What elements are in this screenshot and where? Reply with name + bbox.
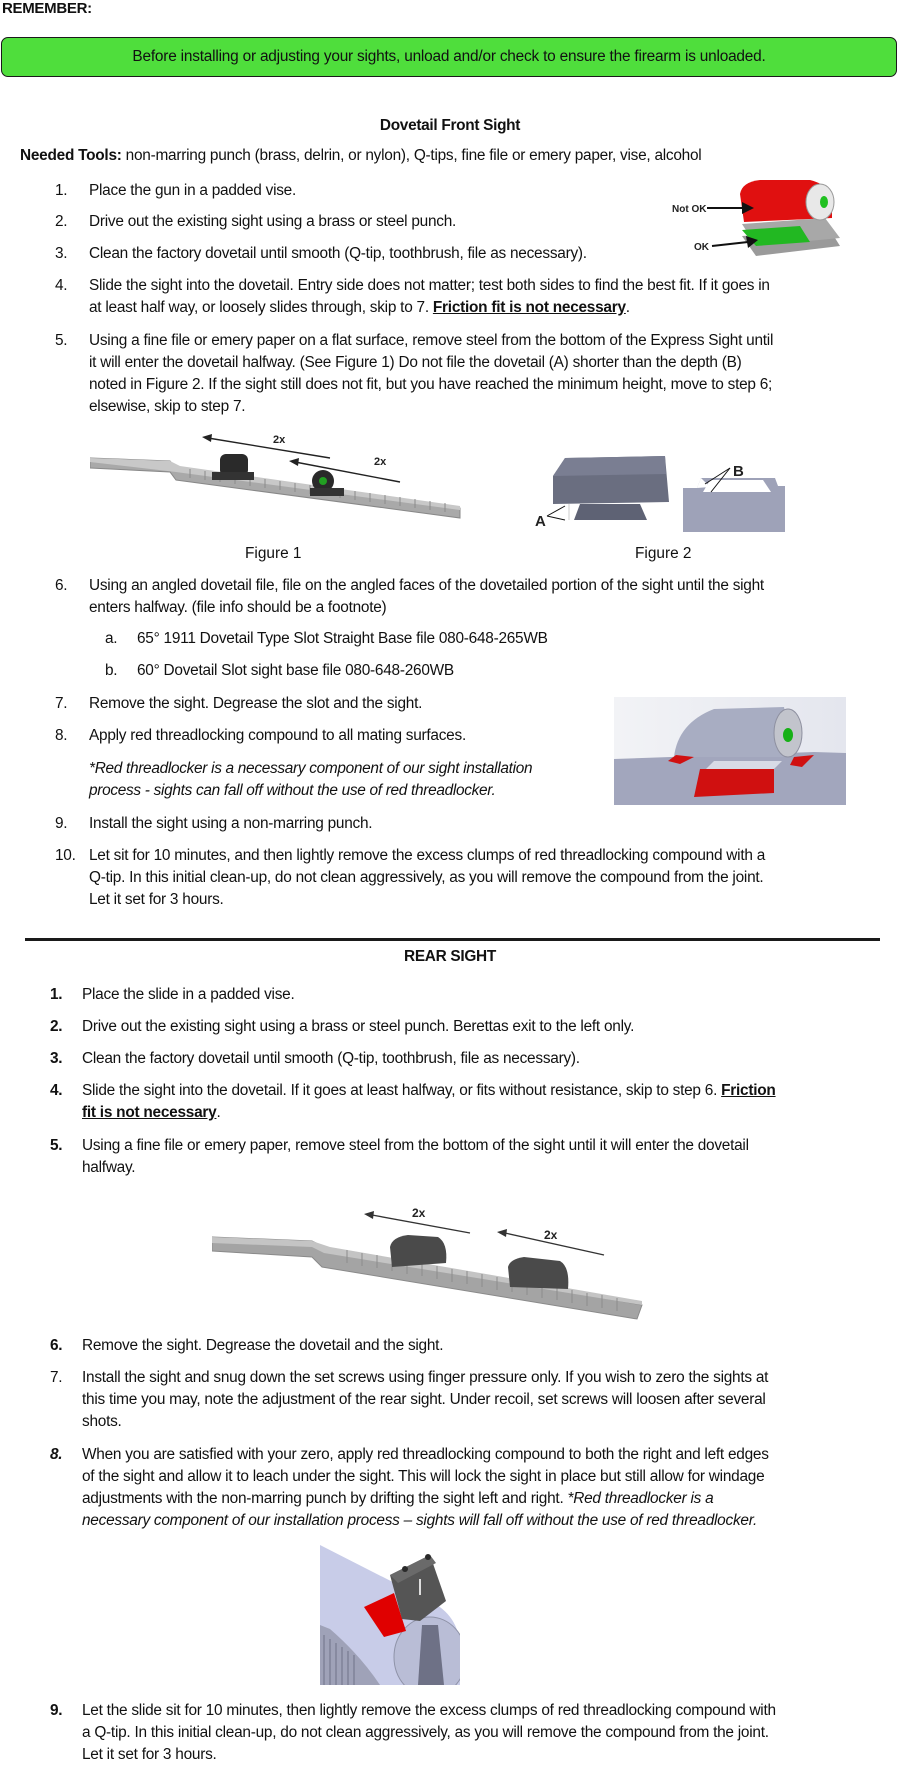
step-text: at least half way, or loosely slides through, skip to 7.: [89, 299, 433, 316]
arrow-head-icon: [289, 458, 299, 466]
step-text: a Q-tip. In this initial clean-up, do not clean aggressively, as you will remove the compound from the joint.: [82, 1724, 769, 1741]
arrow-label: 2x: [273, 434, 286, 446]
step-text: Clean the factory dovetail until smooth (Q-tip, toothbrush, file as necessary).: [82, 1050, 580, 1067]
figure-2-caption: Figure 2: [635, 545, 692, 562]
step-number: 3.: [55, 245, 68, 262]
step-text: Slide the sight into the dovetail. Entry side does not matter; test both sides to find the best fit. If it goes in: [89, 277, 770, 294]
step-text: elsewise, skip to step 7.: [89, 398, 246, 415]
step-number: 8.: [50, 1446, 63, 1463]
rear-step-4: [50, 1080, 776, 1124]
step-number: 5.: [55, 332, 68, 349]
figure-1-caption: Figure 1: [245, 545, 302, 562]
rear-step-3: [50, 1048, 580, 1070]
step-text: Apply red threadlocking compound to all mating surfaces.: [89, 727, 466, 744]
step-text: .: [216, 1104, 221, 1121]
label-a: A: [535, 513, 546, 530]
step-text: this time you may, note the adjustment of the rear sight. Under recoil, set screws will loosen after several: [82, 1391, 766, 1408]
front-substep-a: [105, 630, 548, 648]
green-dot-icon: [820, 196, 828, 208]
threadlocker-note: necessary component of our installation process – sights will fall off without the use of red threadlocker.: [82, 1512, 758, 1529]
step-text: Drive out the existing sight using a brass or steel punch.: [89, 213, 457, 230]
remember-label: REMEMBER:: [2, 0, 92, 17]
arrow-label: 2x: [544, 1228, 558, 1242]
arrow-head-icon: [202, 434, 212, 442]
step-number: 4.: [50, 1082, 63, 1099]
rear-sight-silhouette-2: [508, 1257, 568, 1289]
ok-label: OK: [694, 242, 709, 253]
step-number: 9.: [50, 1702, 63, 1719]
front-step-7: [55, 693, 422, 715]
step-number: 7.: [55, 695, 68, 712]
rear-step-9: [50, 1700, 776, 1766]
step-text: Install the sight and snug down the set screws using finger pressure only. If you wish to zero the sights at: [82, 1369, 769, 1386]
slot-opening: [703, 480, 771, 492]
step-text: Using a fine file or emery paper on a flat surface, remove steel from the bottom of the Express Sight until: [89, 332, 774, 349]
file-bar-top: [90, 458, 460, 510]
step-number: 4.: [55, 277, 68, 294]
step-text: .: [625, 299, 630, 316]
not-ok-label: Not OK: [672, 204, 707, 215]
step-number: 9.: [55, 815, 68, 832]
step-text: Let sit for 10 minutes, and then lightly remove the excess clumps of red threadlocking compound with a: [89, 847, 765, 864]
step-text: Slide the sight into the dovetail. If it goes at least halfway, or fits without resistance, skip to step 6.: [82, 1082, 722, 1099]
rear-step-6: [50, 1335, 443, 1357]
front-step-9: [55, 813, 372, 835]
rear-step-1: [50, 984, 295, 1006]
green-dot-icon: [783, 728, 793, 742]
front-step-10: [55, 845, 765, 911]
front-step-5: [55, 330, 773, 418]
front-step-6: [55, 575, 764, 619]
rear-step-7: [50, 1367, 768, 1433]
threadlocker-slot: [694, 769, 774, 797]
emphasis-text: Friction: [721, 1082, 776, 1099]
step-text: Place the slide in a padded vise.: [82, 986, 295, 1003]
step-number: 1.: [55, 182, 68, 199]
step-text: Remove the sight. Degrease the slot and the sight.: [89, 695, 423, 712]
step-number: 3.: [50, 1050, 63, 1067]
rear-threadlocker-illustration: [320, 1545, 460, 1685]
step-text: of the sight and allow it to leach under the sight. This will lock the sight in place but still allow for windage: [82, 1468, 765, 1485]
rear-step-8: [50, 1444, 769, 1532]
step-text: noted in Figure 2. If the sight still does not fit, but you have reached the minimum height, move to step 6;: [89, 376, 773, 393]
step-text: it will enter the dovetail halfway. (See Figure 1) Do not file the dovetail (A) shorter than the depth (B): [89, 354, 742, 371]
substep-text: 65° 1911 Dovetail Type Slot Straight Base file 080-648-265WB: [137, 630, 548, 647]
front-substep-b: [105, 662, 454, 680]
step-text: Remove the sight. Degrease the dovetail and the sight.: [82, 1337, 444, 1354]
rear-step-5: [50, 1135, 749, 1179]
front-step-8: [55, 725, 466, 747]
step-number: 6.: [50, 1337, 63, 1354]
set-screw-icon: [425, 1554, 431, 1560]
safety-warning-text: Before installing or adjusting your sights, unload and/or check to ensure the firearm is unloaded.: [132, 48, 766, 65]
rear-step-2: [50, 1016, 634, 1038]
note-text: *Red threadlocker is a necessary component of our sight installation: [89, 760, 533, 777]
needed-tools-text: non-marring punch (brass, delrin, or nylon), Q-tips, fine file or emery paper, vise, alcohol: [121, 147, 702, 164]
step-number: 2.: [50, 1018, 63, 1035]
substep-text: 60° Dovetail Slot sight base file 080-648-260WB: [137, 662, 454, 679]
threadlocker-note: [89, 758, 532, 802]
emphasis-text: Friction fit is not necessary: [432, 299, 626, 316]
step-number: 5.: [50, 1137, 63, 1154]
step-text: adjustments with the non-marring punch by drifting the sight left and right.: [82, 1490, 568, 1507]
note-text: process - sights can fall off without the use of red threadlocker.: [89, 782, 496, 799]
step-number: 6.: [55, 577, 68, 594]
step-number: 2.: [55, 213, 68, 230]
step-text: enters halfway. (file info should be a footnote): [89, 599, 387, 616]
front-step-1: [55, 180, 296, 202]
needed-tools-label: Needed Tools:: [20, 147, 122, 164]
slot-edge: [706, 761, 782, 769]
substep-letter: a.: [105, 630, 118, 647]
step-text: Q-tip. In this initial clean-up, do not clean aggressively, as you will remove the compound from the joint.: [89, 869, 764, 886]
green-dot-icon: [319, 477, 327, 485]
set-screw-icon: [402, 1566, 408, 1572]
step-number: 1.: [50, 986, 63, 1003]
arrow-label: 2x: [412, 1206, 426, 1220]
section-divider: [25, 938, 880, 941]
step-text: When you are satisfied with your zero, apply red threadlocking compound to both the right and left edges: [82, 1446, 769, 1463]
sight-dovetail: [574, 504, 647, 520]
step-text: Let it set for 3 hours.: [82, 1746, 217, 1763]
step-text: shots.: [82, 1413, 122, 1430]
label-b: B: [733, 463, 744, 480]
step-text: Clean the factory dovetail until smooth (Q-tip, toothbrush, file as necessary).: [89, 245, 587, 262]
ok-not-ok-diagram: [660, 178, 860, 268]
front-step-2: [55, 211, 456, 233]
step-text: halfway.: [82, 1159, 136, 1176]
step-text: Let it set for 3 hours.: [89, 891, 224, 908]
rear-filing-illustration: [212, 1195, 652, 1325]
step-number: 8.: [55, 727, 68, 744]
sight-base-1: [212, 472, 254, 480]
sight-base-2: [310, 488, 344, 496]
step-text: Using an angled dovetail file, file on the angled faces of the dovetailed portion of the sight until the sight: [89, 577, 764, 594]
arrow-head-icon: [364, 1211, 374, 1219]
front-sight-title: Dovetail Front Sight: [379, 117, 521, 134]
step-text: Place the gun in a padded vise.: [89, 182, 297, 199]
substep-letter: b.: [105, 662, 118, 679]
step-number: 7.: [50, 1369, 63, 1386]
emphasis-text: fit is not necessary: [82, 1104, 217, 1121]
rear-sight-silhouette-1: [390, 1235, 446, 1267]
needed-tools: [20, 147, 701, 165]
pointer-line: [547, 506, 565, 516]
threadlocker-note: *Red threadlocker is a: [567, 1490, 714, 1507]
sight-top: [553, 456, 666, 476]
step-text: Using a fine file or emery paper, remove steel from the bottom of the sight until it will enter the dovetail: [82, 1137, 749, 1154]
rear-sight-title: REAR SIGHT: [404, 948, 496, 965]
arrow-label: 2x: [374, 456, 387, 468]
step-number: 10.: [55, 847, 76, 864]
pointer-line: [547, 516, 565, 520]
front-threadlocker-illustration: [614, 697, 846, 805]
ok-arrow: [712, 242, 748, 246]
arrow-head-icon: [497, 1229, 507, 1237]
safety-warning-banner: [1, 37, 897, 77]
step-text: Install the sight using a non-marring punch.: [89, 815, 373, 832]
figure-2-illustration: [535, 450, 850, 535]
front-step-3: [55, 243, 587, 265]
step-text: Let the slide sit for 10 minutes, then lightly remove the excess clumps of red threadlocking compound with: [82, 1702, 776, 1719]
step-text: Drive out the existing sight using a brass or steel punch. Berettas exit to the left only.: [82, 1018, 635, 1035]
front-step-4: [55, 275, 770, 319]
figure-1-illustration: [90, 428, 470, 528]
